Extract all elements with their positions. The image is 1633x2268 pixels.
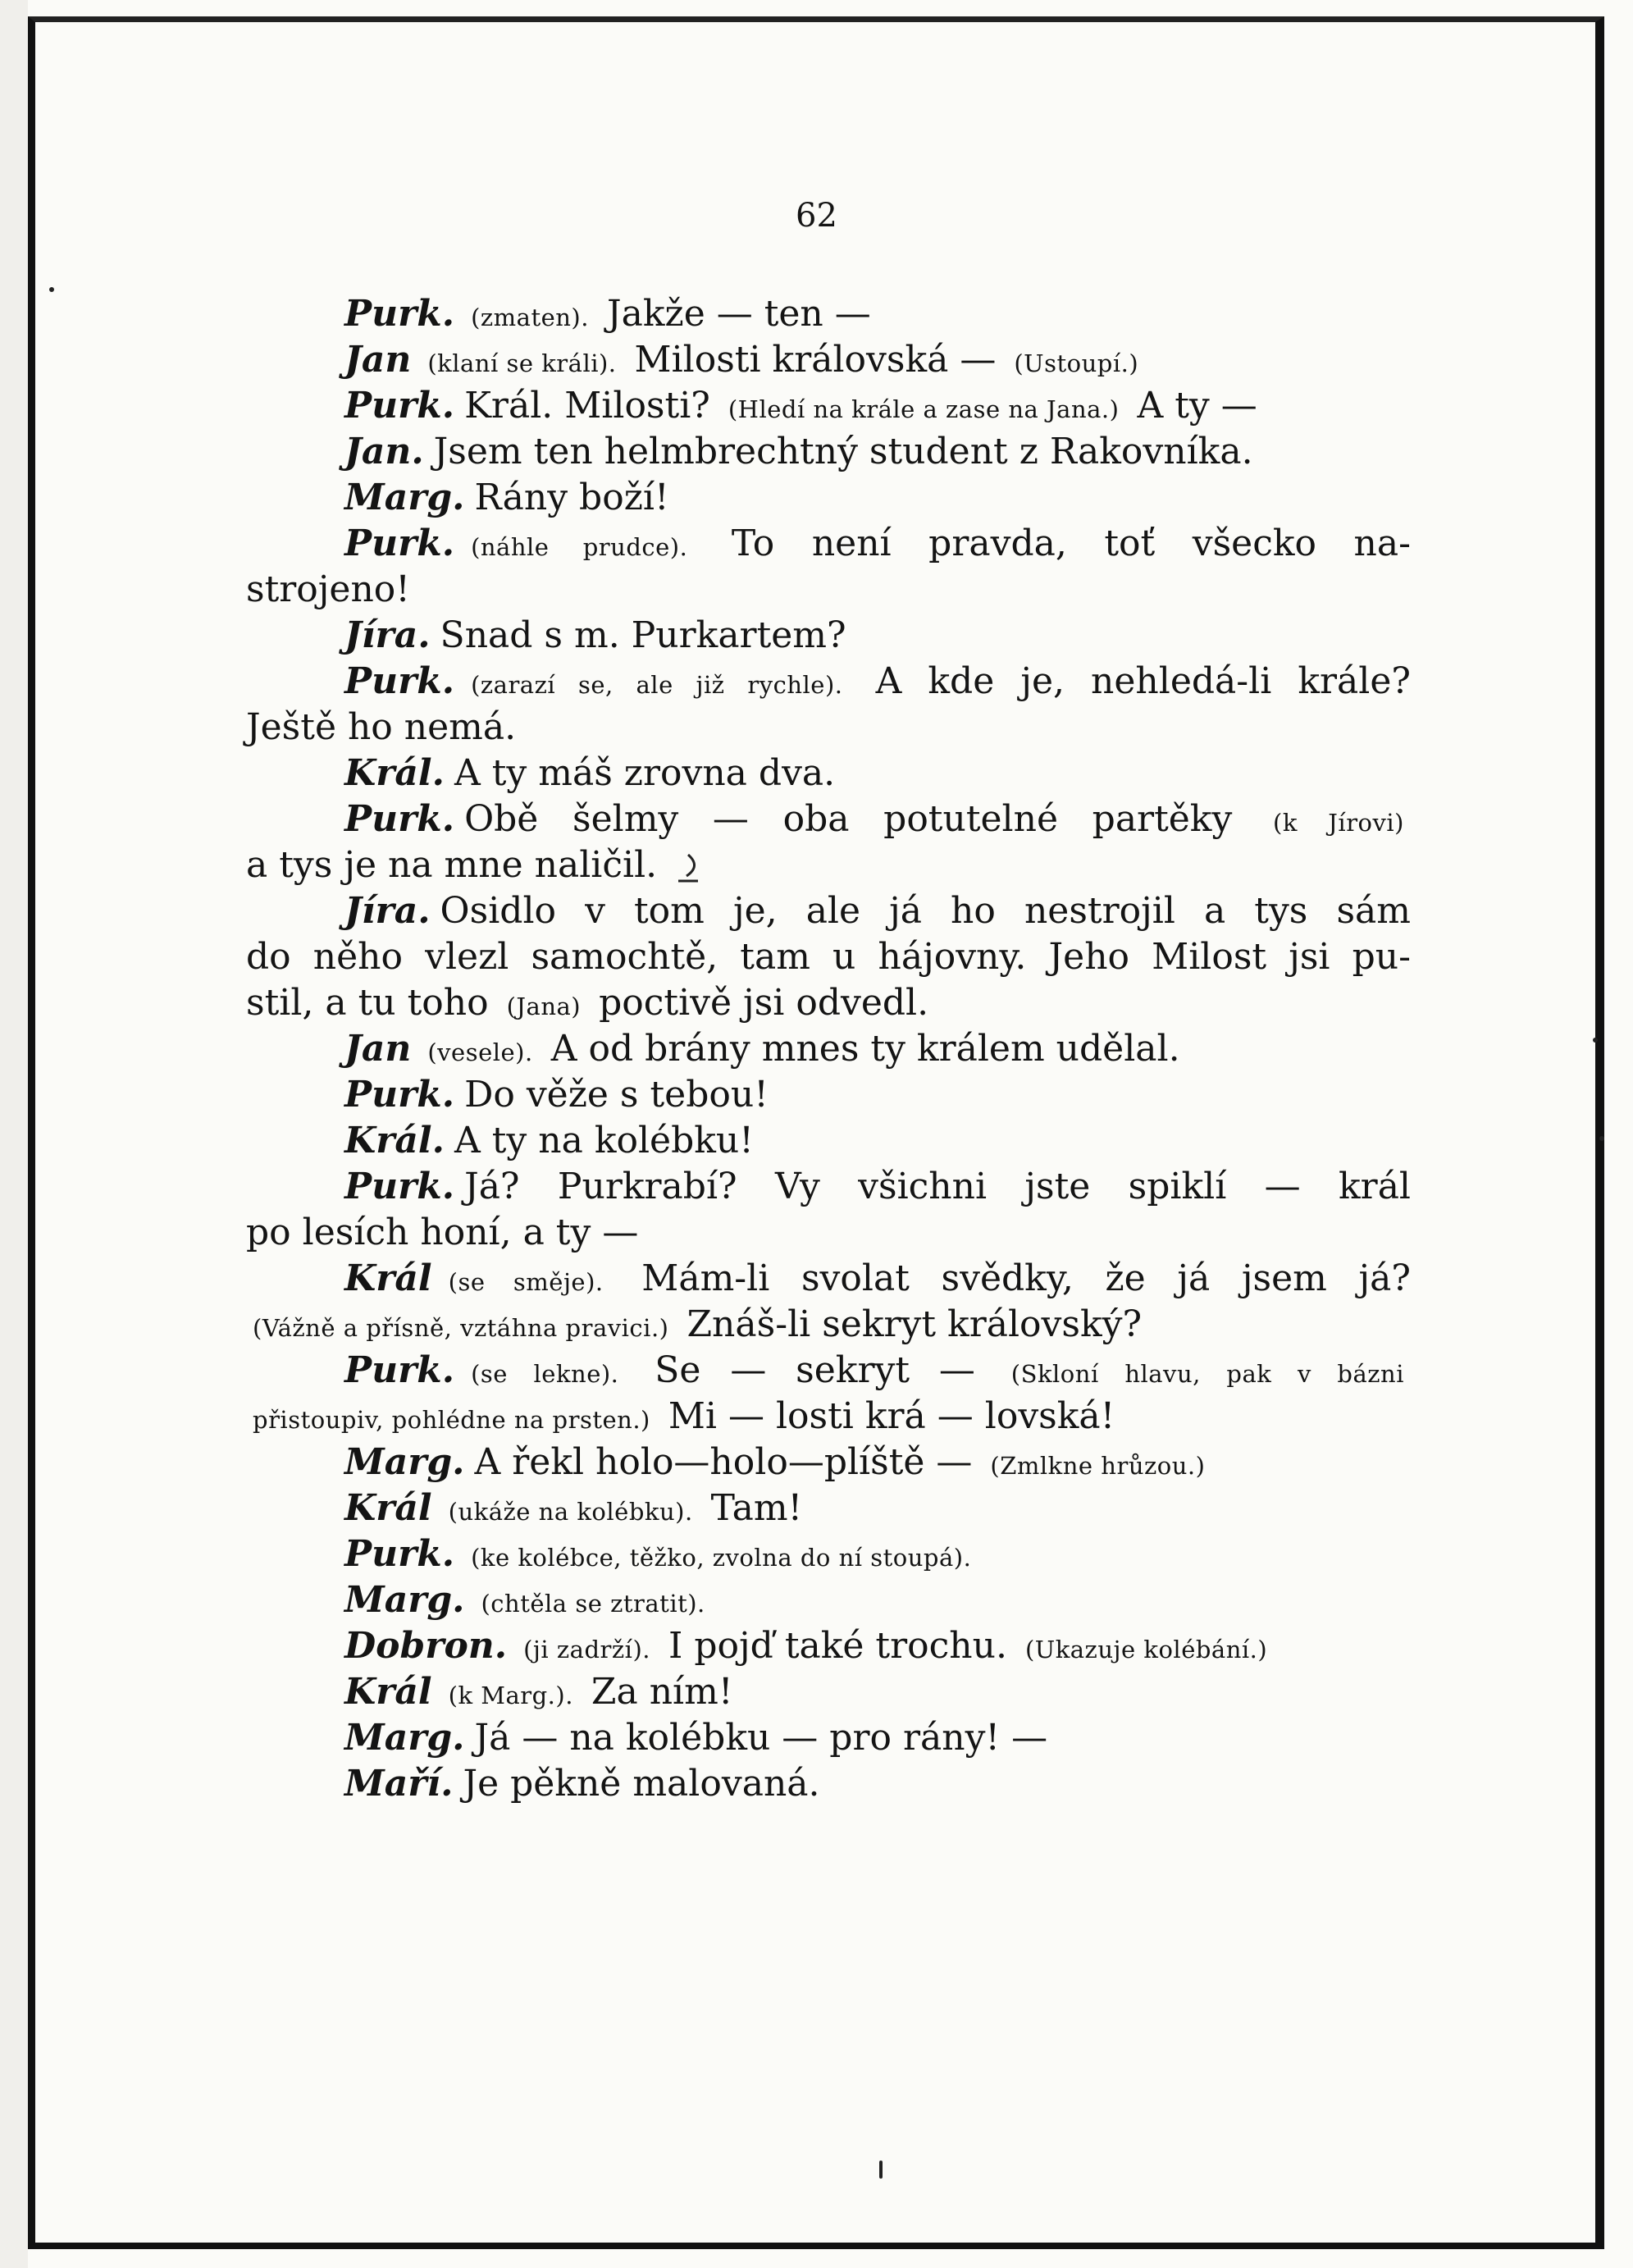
dialogue-text: po lesích honí, a ty — [246,1212,639,1253]
speaker-name: Král. [344,752,445,794]
dialogue-line [246,475,1411,521]
dialogue-line [246,1164,1411,1210]
dialogue-line [246,1302,1411,1348]
speaker-name: Purk. [344,1074,455,1116]
speaker-name: Král [344,1487,432,1529]
dialogue-line [246,888,1411,934]
dialogue-text: A ty na kolébku! [454,1120,754,1161]
dialogue-text: A ty máš zrovna dva. [454,752,836,794]
dialogue-line [246,1348,1411,1394]
dialogue-line [246,980,1411,1026]
stage-direction: (Ukazuje kolébání.) [1024,1636,1268,1663]
stage-direction: (chtěla se ztratit). [481,1590,705,1618]
dialogue-line [246,659,1411,705]
margin-speck [1599,1136,1604,1141]
dialogue-text: Znáš-li sekryt královský? [686,1303,1143,1345]
stage-direction: (Zmlkne hrůzou.) [990,1452,1206,1480]
speaker-name: Purk. [344,1533,455,1575]
stage-direction: (Jana) [506,993,582,1020]
dialogue-line [246,567,1411,613]
stage-direction: (náhle prudce). [471,533,688,561]
speaker-name: Purk. [344,523,455,564]
dialogue-text: A ty — [1137,385,1257,427]
dialogue-line [246,1256,1411,1302]
stage-direction: (Skloní hlavu, pak v bázni [1010,1360,1405,1388]
speaker-name: Marg. [344,1579,465,1621]
stage-direction: (ukáže na kolébku). [448,1498,693,1526]
dialogue-text: A od brány mnes ty králem udělal. [550,1028,1180,1070]
dialogue-line [246,1394,1411,1440]
speaker-name: Marg. [344,1441,465,1483]
speaker-name: Král. [344,1120,445,1161]
dialogue-line [246,429,1411,475]
stage-direction: (se lekne). [471,1360,619,1388]
pen-mark-icon [677,851,705,884]
speaker-name: Maří. [344,1763,454,1805]
stage-direction: (Ustoupí.) [1014,349,1139,377]
dialogue-text: strojeno! [246,568,410,610]
speaker-name: Jan. [344,431,424,472]
dialogue-line [246,1669,1411,1715]
dialogue-line [246,1072,1411,1118]
stage-direction: (klaní se králi). [427,349,617,377]
dialogue-text: Tam! [710,1487,803,1529]
speaker-name: Purk. [344,293,455,335]
dialogue-text: do něho vlezl samochtě, tam u hájovny. Jeho Milost jsi pu- [246,936,1411,978]
dialogue-text: Za ním! [591,1671,733,1713]
stage-direction: (Hledí na krále a zase na Jana.) [728,395,1120,423]
dialogue-line [246,1026,1411,1072]
dialogue-line [246,1715,1411,1761]
stage-direction: (ke kolébce, těžko, zvolna do ní stoupá). [471,1544,972,1572]
stage-direction: (k Marg.). [448,1682,573,1709]
dialogue-line [246,1623,1411,1669]
dialogue-text: Se — sekryt — [655,1349,975,1391]
dialogue-text: a tys je na mne naličil. [246,844,658,886]
speaker-name: Purk. [344,660,455,702]
dialogue-line [246,1531,1411,1577]
dialogue-line [246,1118,1411,1164]
stage-direction: (zmaten). [471,303,589,331]
dialogue-text: stil, a tu toho [246,982,489,1024]
margin-speck [1593,1038,1598,1043]
dialogue-line [246,383,1411,429]
dialogue-line [246,796,1411,842]
dialogue-text: Král. Milosti? [464,385,710,427]
stage-direction: (vesele). [427,1038,533,1066]
stage-direction: přistoupiv, pohlédne na prsten.) [253,1406,650,1434]
dialogue-text: poctivě jsi odvedl. [599,982,929,1024]
dialogue-line [246,1761,1411,1807]
dialogue-text: Jakže — ten — [606,293,871,335]
speaker-name: Jíra. [344,890,431,932]
dialogue-text: Rány boží! [474,477,669,518]
dialogue-line [246,1210,1411,1256]
dialogue-text: I pojď také trochu. [668,1625,1007,1667]
speaker-name: Král [344,1671,432,1713]
speaker-name: Marg. [344,477,465,518]
speaker-name: Marg. [344,1717,465,1759]
stage-direction: (Vážně a přísně, vztáhna pravici.) [253,1314,669,1342]
dialogue-line [246,613,1411,659]
dialogue-line [246,1485,1411,1531]
dialogue-text: Obě šelmy — oba potutelné partěky [464,798,1233,840]
dialogue-line [246,934,1411,980]
stage-direction: (zarazí se, ale již rychle). [471,671,843,699]
dialogue-line [246,705,1411,751]
speaker-name: Jan [344,1028,412,1070]
stage-direction: (ji zadrží). [523,1636,650,1663]
speaker-name: Purk. [344,798,455,840]
dialogue-line [246,1440,1411,1485]
margin-speck [49,287,54,292]
dialogue-line [246,291,1411,337]
page-number: 62 [796,197,837,235]
scan-edge [0,0,28,2268]
dialogue-text: To není pravda, toť všecko na- [731,523,1411,564]
dialogue-text: Ještě ho nemá. [246,706,517,748]
dialogue-text: Mám-li svolat svědky, že já jsem já? [641,1257,1411,1299]
dialogue-line [246,1577,1411,1623]
drama-text [246,291,1411,1807]
dialogue-text: Mi — losti krá — lovská! [668,1395,1115,1437]
speaker-name: Jan [344,339,412,381]
speaker-name: Jíra. [344,614,431,656]
speaker-name: Purk. [344,385,455,427]
dialogue-text: Osidlo v tom je, ale já ho nestrojil a tys sám [440,890,1411,932]
dialogue-text: A kde je, nehledá-li krále? [875,660,1411,702]
speaker-name: Dobron. [344,1625,508,1667]
stage-direction: (se směje). [448,1268,604,1296]
margin-speck [879,2161,883,2179]
dialogue-text: Do věže s tebou! [464,1074,769,1116]
dialogue-text: A řekl holo—holo—plíště — [474,1441,973,1483]
speaker-name: Purk. [344,1166,455,1207]
speaker-name: Král [344,1257,432,1299]
dialogue-text: Jsem ten helmbrechtný student z Rakovníka. [433,431,1253,472]
dialogue-line [246,842,1411,888]
dialogue-text: Já — na kolébku — pro rány! — [474,1717,1048,1759]
dialogue-line [246,521,1411,567]
dialogue-line [246,751,1411,796]
dialogue-line [246,337,1411,383]
dialogue-text: Já? Purkrabí? Vy všichni jste spiklí — král [464,1166,1411,1207]
dialogue-text: Je pěkně malovaná. [463,1763,820,1805]
speaker-name: Purk. [344,1349,455,1391]
dialogue-text: Snad s m. Purkartem? [440,614,846,656]
dialogue-text: Milosti královská — [634,339,997,381]
stage-direction: (k Jírovi) [1273,809,1404,837]
